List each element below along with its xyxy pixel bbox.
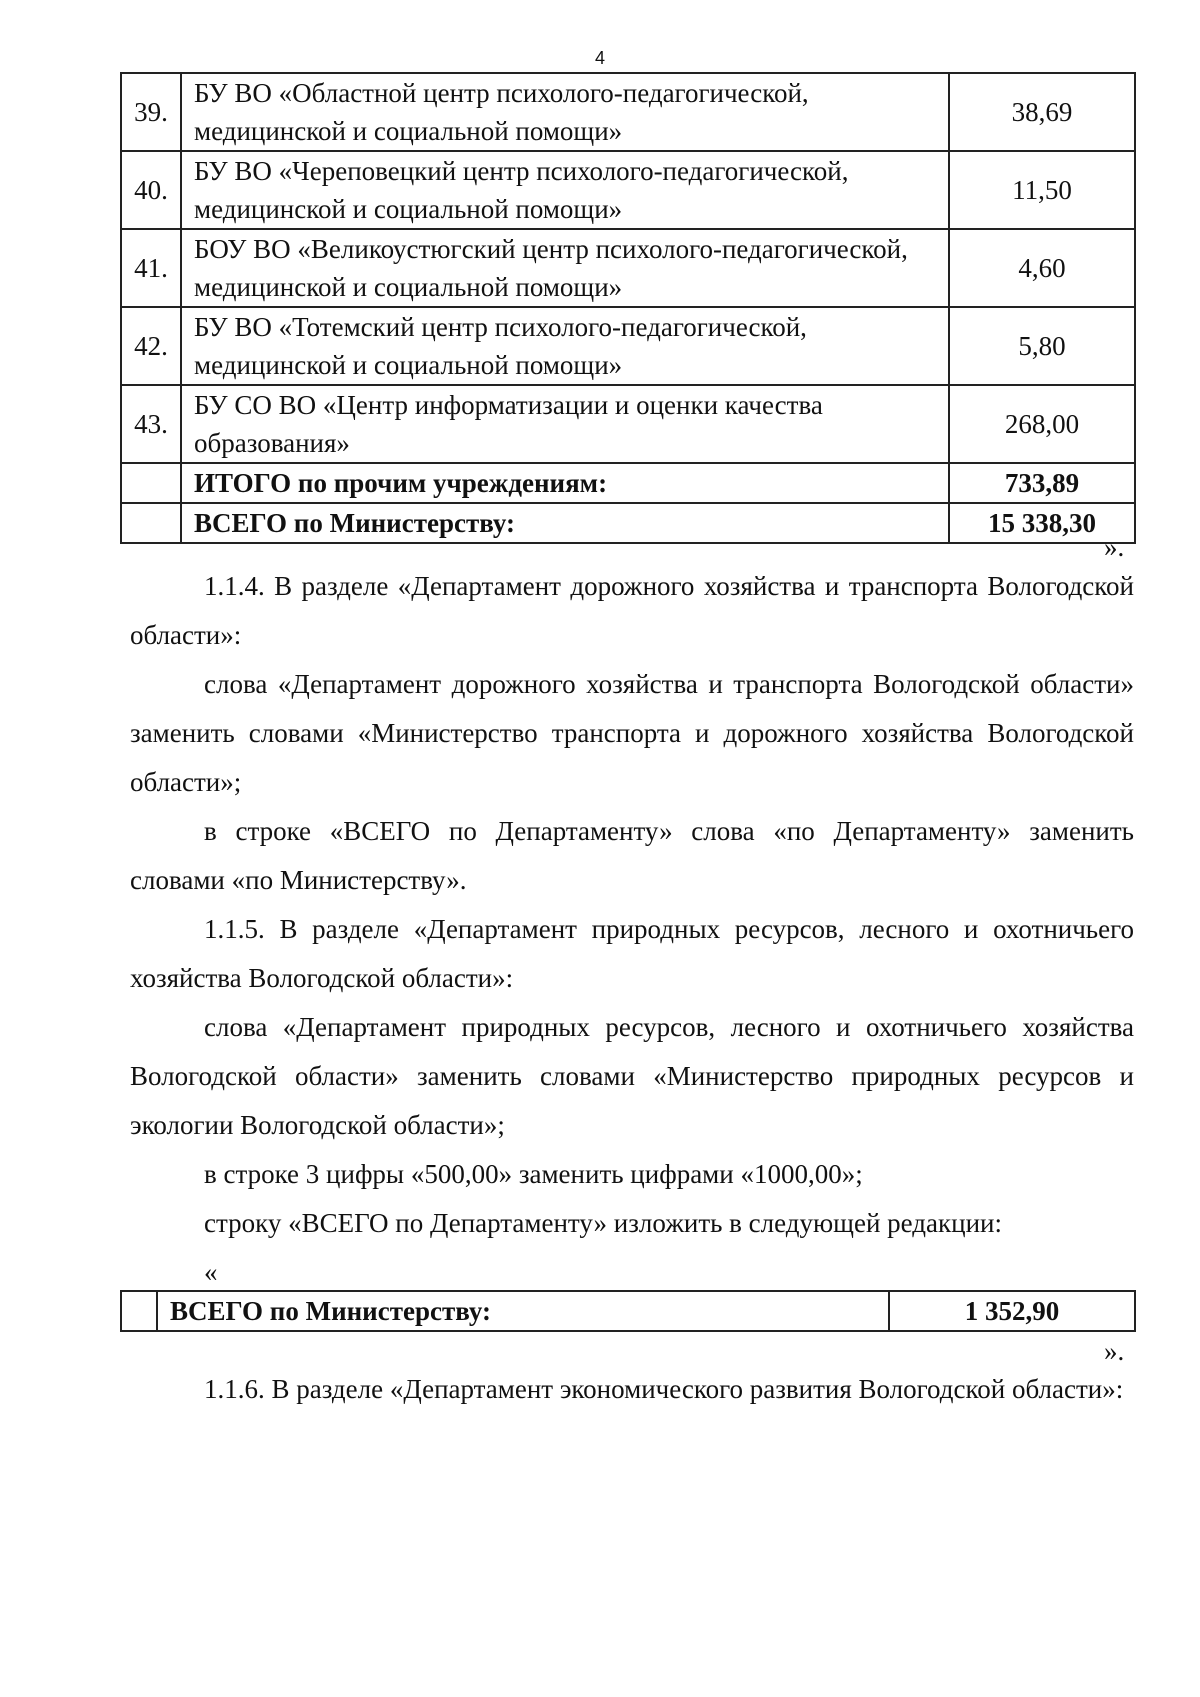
subtotal-label: ИТОГО по прочим учреждениям: (181, 463, 949, 503)
row-name: БУ ВО «Череповецкий центр психолого-педагогической, медицинской и социальной помощи» (181, 151, 949, 229)
subtotal-value: 733,89 (949, 463, 1135, 503)
replacement-total-table (120, 1290, 1136, 1332)
total-label: ВСЕГО по Министерству: (181, 503, 949, 543)
total-value: 15 338,30 (949, 503, 1135, 543)
opening-quote: « (204, 1257, 218, 1287)
total-label: ВСЕГО по Министерству: (157, 1291, 889, 1331)
row-number: 40. (121, 151, 181, 229)
table-row (121, 73, 1135, 151)
row-name: БУ ВО «Тотемский центр психолого-педагогической, медицинской и социальной помощи» (181, 307, 949, 385)
subtotal-row (121, 463, 1135, 503)
row-name: БУ ВО «Областной центр психолого-педагогической, медицинской и социальной помощи» (181, 73, 949, 151)
section-1-1-5-paragraph: строку «ВСЕГО по Департаменту» изложить в следующей редакции: (204, 1208, 1002, 1238)
section-1-1-6-heading: 1.1.6. В разделе «Департамент экономического развития Вологодской области»: (204, 1374, 1124, 1404)
page-number: 4 (594, 48, 605, 68)
institutions-table (120, 72, 1136, 544)
empty-cell (121, 463, 181, 503)
section-1-1-4-paragraph: в строке «ВСЕГО по Департаменту» слова «по Департаменту» заменить словами «по Министерству». (130, 816, 1134, 895)
closing-quote: ». (1104, 1336, 1125, 1366)
total-row (121, 503, 1135, 543)
row-value: 11,50 (949, 151, 1135, 229)
empty-cell (121, 503, 181, 543)
section-1-1-4-heading: 1.1.4. В разделе «Департамент дорожного хозяйства и транспорта Вологодской области»: (130, 571, 1134, 650)
table-row (121, 307, 1135, 385)
table-row (121, 151, 1135, 229)
closing-quote: ». (1104, 532, 1125, 562)
row-number: 39. (121, 73, 181, 151)
row-value: 4,60 (949, 229, 1135, 307)
row-value: 5,80 (949, 307, 1135, 385)
row-value: 38,69 (949, 73, 1135, 151)
row-name: БУ СО ВО «Центр информатизации и оценки качества образования» (181, 385, 949, 463)
section-1-1-5-paragraph: в строке 3 цифры «500,00» заменить цифрами «1000,00»; (204, 1159, 863, 1189)
section-1-1-5-paragraph: слова «Департамент природных ресурсов, лесного и охотничьего хозяйства Вологодской области» заменить словами «Министерство природных ресурсов и экологии Вологодской области»; (130, 1012, 1134, 1140)
row-name: БОУ ВО «Великоустюгский центр психолого-педагогической, медицинской и социальной помощи» (181, 229, 949, 307)
total-value: 1 352,90 (889, 1291, 1135, 1331)
section-1-1-4-paragraph: слова «Департамент дорожного хозяйства и транспорта Вологодской области» заменить словами «Министерство транспорта и дорожного хозяйства Вологодской области»; (130, 669, 1134, 797)
row-number: 41. (121, 229, 181, 307)
table-row (121, 229, 1135, 307)
empty-cell (121, 1291, 157, 1331)
table-row (121, 385, 1135, 463)
row-value: 268,00 (949, 385, 1135, 463)
total-row (121, 1291, 1135, 1331)
row-number: 42. (121, 307, 181, 385)
section-1-1-5-heading: 1.1.5. В разделе «Департамент природных ресурсов, лесного и охотничьего хозяйства Вологодской области»: (130, 914, 1134, 993)
row-number: 43. (121, 385, 181, 463)
